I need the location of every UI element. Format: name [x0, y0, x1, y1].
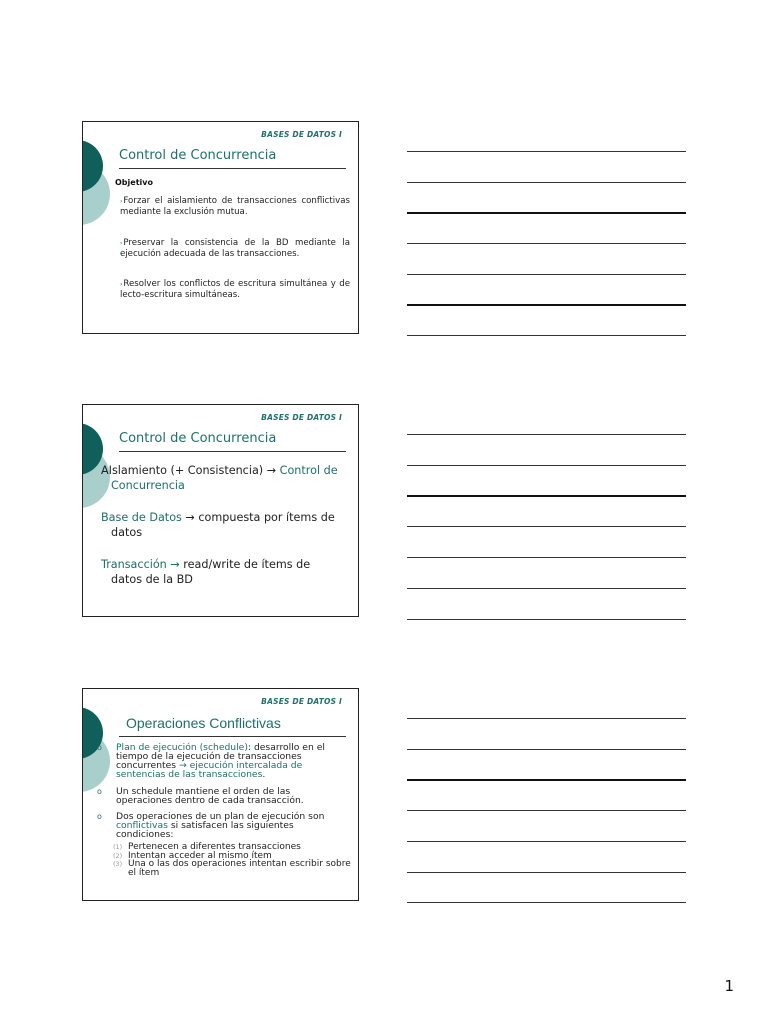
- slide-2: [82, 404, 359, 617]
- list-item: (1) Pertenecen a diferentes transacciones: [113, 842, 301, 852]
- slide-subtitle: Objetivo: [115, 178, 153, 187]
- note-line: [407, 749, 686, 750]
- note-line: [407, 619, 686, 620]
- list-item: (3) Una o las dos operaciones intentan escribir sobre: [113, 859, 351, 870]
- paragraph-3: ›Resolver los conflictos de escritura simultánea y de lecto-escritura simultáneas.: [120, 279, 350, 300]
- note-line: [407, 902, 686, 903]
- slide-title: Operaciones Conflictivas: [126, 715, 281, 731]
- note-line: [407, 718, 686, 719]
- bullet-database: Base de Datos → compuesta por ítems de datos: [101, 511, 335, 539]
- note-line: [407, 588, 686, 589]
- bullet-schedule: o Plan de ejecución (schedule): desarrollo en el tiempo de la ejecución de transacciones concurrentes → ejecución intercalada de sentencias de las transacciones.: [97, 742, 325, 780]
- numbered-list: [113, 843, 359, 877]
- note-line: [407, 274, 686, 275]
- note-line: [407, 495, 686, 497]
- course-label: BASES DE DATOS I: [261, 130, 342, 139]
- list-item: (2) Intentan acceder al mismo ítem: [113, 850, 272, 861]
- course-label: BASES DE DATOS I: [261, 413, 342, 422]
- bullet-order: o Un schedule mantiene el orden de las operaciones dentro de cada transacción.: [97, 786, 304, 806]
- bullet-marker-icon: o: [97, 812, 102, 821]
- note-line: [407, 872, 686, 873]
- slide-title: Control de Concurrencia: [119, 431, 277, 446]
- note-line: [407, 243, 686, 244]
- paragraph-1: ›Forzar el aislamiento de transacciones conflictivas mediante la exclusión mutua.: [120, 196, 350, 217]
- bullet-marker-icon: o: [97, 787, 102, 796]
- slide-1: [82, 121, 359, 334]
- title-underline: [119, 168, 346, 169]
- bullet-transaction: Transacción → read/write de ítems de datos de la BD: [101, 558, 311, 586]
- page-number: 1: [724, 977, 734, 995]
- note-line: [407, 151, 686, 152]
- title-underline: [119, 451, 346, 452]
- note-line: [407, 182, 686, 183]
- note-line: [407, 304, 686, 306]
- note-line: [407, 526, 686, 527]
- title-underline: [119, 736, 346, 737]
- slide-decoration-circles-icon: [83, 122, 113, 242]
- note-line: [407, 841, 686, 842]
- slide-3: [82, 688, 359, 901]
- bullet-conflicting: o Dos operaciones de un plan de ejecución son conflictivas si satisfacen las siguientes condiciones:: [97, 811, 325, 840]
- paragraph-2: ›Preservar la consistencia de la BD mediante la ejecución adecuada de las transacciones.: [120, 238, 350, 259]
- note-line: [407, 810, 686, 811]
- note-line: [407, 557, 686, 558]
- bullet-isolation: AIslamiento (+ Consistencia) → Control de Concurrencia: [101, 464, 338, 492]
- note-line: [407, 434, 686, 435]
- note-line: [407, 465, 686, 466]
- slide-title: Control de Concurrencia: [119, 148, 277, 163]
- list-item: el ítem: [128, 867, 160, 878]
- note-line: [407, 335, 686, 336]
- bullet-marker-icon: o: [97, 743, 102, 752]
- course-label: BASES DE DATOS I: [261, 697, 342, 706]
- note-line: [407, 212, 686, 214]
- note-line: [407, 779, 686, 781]
